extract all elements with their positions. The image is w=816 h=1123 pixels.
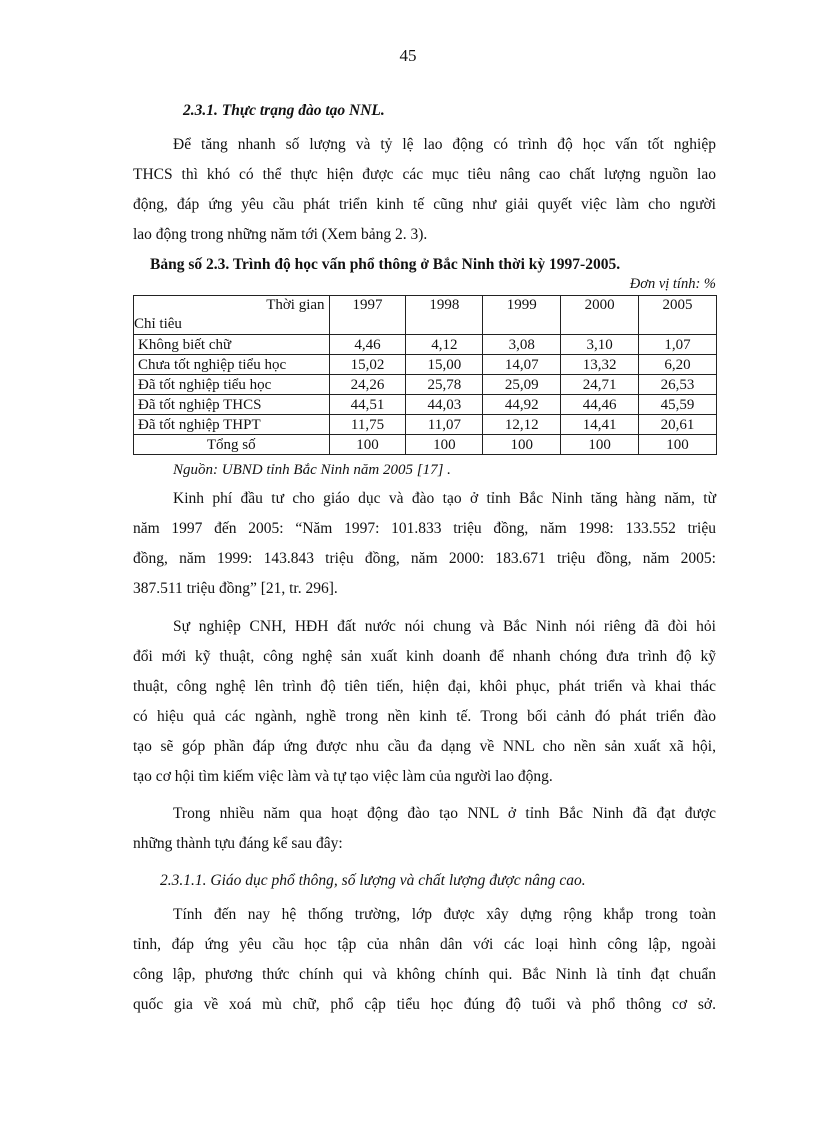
subsection-heading: 2.3.1.1. Giáo dục phổ thông, số lượng và chất lượng được nâng cao. (160, 872, 586, 889)
funding-paragraph (133, 484, 716, 604)
row-label: Chưa tốt nghiệp tiểu học (134, 355, 330, 375)
table-cell: 3,10 (561, 335, 639, 355)
table-cell: 44,51 (329, 395, 406, 415)
table-cell: 4,12 (406, 335, 483, 355)
table-source: Nguồn: UBND tỉnh Bắc Ninh năm 2005 [17] . (173, 462, 451, 478)
table-cell: 44,92 (483, 395, 561, 415)
table-cell: 26,53 (639, 375, 717, 395)
header-time: Thời gian (266, 297, 325, 313)
year-header: 1998 (406, 296, 483, 335)
text-line: công lập, phương thức chính qui và không chính qui. Bắc Ninh là tỉnh đạt chuẩn (133, 966, 716, 983)
text-line: những thành tựu đáng kể sau đây: (133, 835, 343, 852)
text-line: lao động trong những năm tới (Xem bảng 2. 3). (133, 226, 428, 243)
row-label: Không biết chữ (134, 335, 330, 355)
header-criteria: Chỉ tiêu (134, 316, 182, 332)
table-cell: 100 (639, 435, 717, 455)
section-heading: 2.3.1. Thực trạng đào tạo NNL. (183, 102, 385, 119)
table-cell: 1,07 (639, 335, 717, 355)
text-line: đổi mới kỹ thuật, công nghệ sản xuất kinh doanh để nhanh chóng đưa trình độ kỹ (133, 648, 716, 665)
table-row (134, 375, 717, 395)
text-line: thuật, công nghệ lên trình độ tiên tiến, hiện đại, khôi phục, phát triển và khai thác (133, 678, 716, 695)
year-header: 1999 (483, 296, 561, 335)
table-cell: 24,26 (329, 375, 406, 395)
education-level-table (133, 295, 717, 455)
text-line: Trong nhiều năm qua hoạt động đào tạo NNL ở tỉnh Bắc Ninh đã đạt được (173, 805, 716, 822)
table-cell: 12,12 (483, 415, 561, 435)
table-title: Bảng số 2.3. Trình độ học vấn phổ thông ở Bắc Ninh thời kỳ 1997-2005. (150, 256, 621, 273)
table-cell: 14,07 (483, 355, 561, 375)
table-cell: 3,08 (483, 335, 561, 355)
text-line: Sự nghiệp CNH, HĐH đất nước nói chung và Bắc Ninh nói riêng đã đòi hỏi (173, 618, 716, 635)
table-cell: 25,78 (406, 375, 483, 395)
row-label: Đã tốt nghiệp THPT (134, 415, 330, 435)
table-cell: 15,02 (329, 355, 406, 375)
table-cell: 25,09 (483, 375, 561, 395)
table-cell: 13,32 (561, 355, 639, 375)
table-cell: 20,61 (639, 415, 717, 435)
row-label: Đã tốt nghiệp THCS (134, 395, 330, 415)
page-number: 45 (399, 46, 417, 65)
table-corner-header (134, 296, 330, 335)
table-cell: 4,46 (329, 335, 406, 355)
row-label: Tổng số (134, 435, 330, 455)
table-cell: 100 (561, 435, 639, 455)
schools-paragraph (133, 900, 716, 1020)
table-row (134, 335, 717, 355)
year-header: 2005 (639, 296, 717, 335)
text-line: đồng, năm 1999: 143.843 triệu đồng, năm 2000: 183.671 triệu đồng, năm 2005: (133, 550, 716, 567)
text-line: quốc gia về xoá mù chữ, phổ cập tiểu học đúng độ tuổi và phổ thông cơ sở. (133, 996, 716, 1013)
table-cell: 44,46 (561, 395, 639, 415)
year-header: 1997 (329, 296, 406, 335)
intro-paragraph (133, 130, 716, 250)
table-cell: 14,41 (561, 415, 639, 435)
table-row (134, 395, 717, 415)
table-cell: 45,59 (639, 395, 717, 415)
text-line: tỉnh, đáp ứng yêu cầu học tập của nhân dân với các loại hình công lập, ngoài (133, 936, 716, 953)
table-row (134, 415, 717, 435)
text-line: Tính đến nay hệ thống trường, lớp được xây dựng rộng khắp trong toàn (173, 906, 716, 923)
text-line: THCS thì khó có thể thực hiện được các mục tiêu nâng cao chất lượng nguồn lao (133, 166, 716, 183)
table-total-row (134, 435, 717, 455)
text-line: tạo sẽ góp phần đáp ứng được nhu cầu đa dạng về NNL cho nền sản xuất xã hội, (133, 738, 716, 755)
industrialization-paragraph (133, 612, 716, 792)
table-cell: 11,75 (329, 415, 406, 435)
text-line: Để tăng nhanh số lượng và tỷ lệ lao động có trình độ học vấn tốt nghiệp (173, 136, 716, 153)
text-line: 387.511 triệu đồng” [21, tr. 296]. (133, 580, 338, 597)
table-cell: 100 (329, 435, 406, 455)
table-cell: 6,20 (639, 355, 717, 375)
row-label: Đã tốt nghiệp tiểu học (134, 375, 330, 395)
table-cell: 15,00 (406, 355, 483, 375)
text-line: tạo cơ hội tìm kiếm việc làm và tự tạo việc làm của người lao động. (133, 768, 553, 785)
table-cell: 100 (483, 435, 561, 455)
table-row (134, 355, 717, 375)
text-line: động, đáp ứng yêu cầu phát triển kinh tế cũng như giải quyết việc làm cho người (133, 196, 716, 213)
text-line: năm 1997 đến 2005: “Năm 1997: 101.833 triệu đồng, năm 1998: 133.552 triệu (133, 520, 716, 537)
table-unit: Đơn vị tính: % (629, 276, 716, 292)
achievements-paragraph (133, 799, 716, 859)
table-cell: 100 (406, 435, 483, 455)
table-header-row (134, 296, 717, 335)
table-cell: 11,07 (406, 415, 483, 435)
text-line: Kinh phí đầu tư cho giáo dục và đào tạo ở tỉnh Bắc Ninh tăng hàng năm, từ (173, 490, 716, 507)
table-cell: 24,71 (561, 375, 639, 395)
table-cell: 44,03 (406, 395, 483, 415)
year-header: 2000 (561, 296, 639, 335)
text-line: có hiệu quả các ngành, nghề trong nền kinh tế. Trong bối cảnh đó phát triển đào (133, 708, 716, 725)
